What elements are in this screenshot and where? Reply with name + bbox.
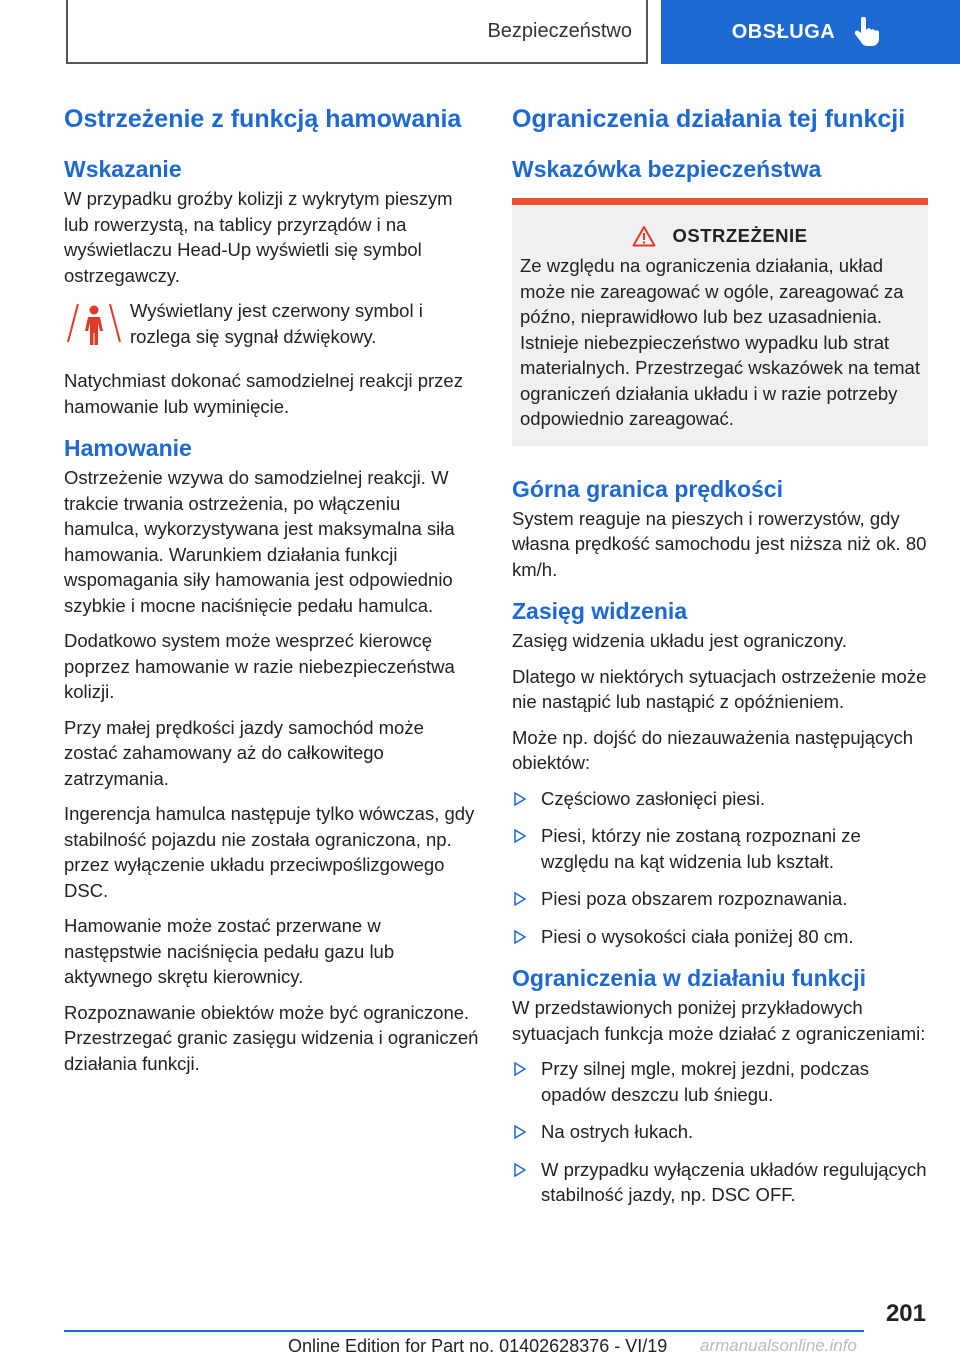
warning-title: OSTRZEŻENIE <box>672 225 808 246</box>
right-column <box>512 100 928 1220</box>
triangle-bullet-icon <box>514 829 526 843</box>
triangle-bullet-icon <box>514 1062 526 1076</box>
indication-paragraph-2: Natychmiast dokonać samodzielnej reakcji przez hamowanie lub wyminięcie. <box>64 370 463 417</box>
braking-heading: Hamowanie <box>64 435 192 461</box>
triangle-bullet-icon <box>514 892 526 906</box>
indication-section <box>64 152 480 419</box>
speed-section <box>512 472 928 583</box>
braking-section <box>64 431 480 1076</box>
triangle-bullet-icon <box>514 1125 526 1139</box>
limits-paragraph: W przedstawionych poniżej przykładowych sytuacjach funkcja może działać z ograniczeniami: <box>512 997 926 1044</box>
right-title: Ograniczenia działania tej funkcji <box>512 105 906 133</box>
left-title: Ostrzeżenie z funkcją hamowania <box>64 105 462 133</box>
list-item: Częściowo zasłonięci piesi. <box>512 786 928 812</box>
indication-heading: Wskazanie <box>64 156 182 182</box>
footer-divider <box>64 1330 864 1332</box>
symbol-description: Wyświetlany jest czerwony symbol i rozlega się sygnał dźwiękowy. <box>130 300 423 347</box>
triangle-bullet-icon <box>514 792 526 806</box>
page-number: 201 <box>885 1300 926 1327</box>
left-column <box>64 100 480 1088</box>
edition-text: Online Edition for Part no. 01402628376 - VI/19 <box>288 1336 668 1356</box>
speed-paragraph: System reaguje na pieszych i rowerzystów, gdy własna prędkość samochodu jest niższa niż ok. 80 km/h. <box>512 507 927 580</box>
braking-paragraph-1: Ostrzeżenie wzywa do samodzielnej reakcji. W trakcie trwania ostrzeżenia, po włączeniu hamulca, wykorzystywana jest maksymalna siła hamowania. Warunkiem działania funkcji wspomagania siły hamowania jest odpowiednio szybkie i mocne naciśnięcie pedału hamulca. <box>64 467 455 616</box>
range-paragraph-1: Zasięg widzenia układu jest ograniczony. <box>512 630 847 651</box>
limits-section <box>512 961 928 1208</box>
range-paragraph-2: Dlatego w niektórych sytuacjach ostrzeżenie może nie nastąpić lub nastąpić z opóźnieniem. <box>512 665 927 712</box>
pedestrian-warning-icon <box>64 298 130 354</box>
triangle-bullet-icon <box>514 930 526 944</box>
limits-heading: Ograniczenia w działaniu funkcji <box>512 965 867 991</box>
braking-paragraph-6: Rozpoznawanie obiektów może być ograniczone. Przestrzegać granic zasięgu widzenia i ograniczeń działania funkcji. <box>64 1001 479 1074</box>
list-item: Przy silnej mgle, mokrej jezdni, podczas opadów deszczu lub śniegu. <box>512 1056 928 1107</box>
list-item: W przypadku wyłączenia układów regulujących stabilność jazdy, np. DSC OFF. <box>512 1157 928 1208</box>
range-section <box>512 594 928 949</box>
braking-paragraph-5: Hamowanie może zostać przerwane w następstwie naciśnięcia pedału gazu lub aktywnego skrętu kierownicy. <box>64 915 395 987</box>
warning-box <box>512 198 928 446</box>
range-heading: Zasięg widzenia <box>512 598 688 624</box>
chapter-title: OBSŁUGA <box>731 20 836 43</box>
warning-header <box>520 225 920 247</box>
hand-pointer-icon <box>853 17 879 47</box>
range-list <box>512 786 928 950</box>
chapter-header-tab[interactable] <box>661 0 960 64</box>
indication-paragraph-1: W przypadku groźby kolizji z wykrytym pieszym lub rowerzystą, na tablicy przyrządów i na wyświetlaczu Head-Up wyświetli się symbol ostrzegawczy. <box>64 188 453 286</box>
limits-list <box>512 1056 928 1208</box>
braking-paragraph-4: Ingerencja hamulca następuje tylko wówczas, gdy stabilność pojazdu nie została ograniczona, np. przez wyłączenie układu przeciwpoślizgowego DSC. <box>64 803 475 901</box>
braking-paragraph-3: Przy małej prędkości jazdy samochód może zostać zahamowany aż do całkowitego zatrzymania. <box>64 716 424 789</box>
list-item: Na ostrych łukach. <box>512 1119 928 1145</box>
speed-heading: Górna granica prędkości <box>512 475 783 502</box>
safety-heading: Wskazówka bezpieczeństwa <box>512 156 822 182</box>
warning-triangle-icon <box>632 225 656 247</box>
symbol-row <box>64 298 480 354</box>
warning-text: Ze względu na ograniczenia działania, układ może nie zareagować w ogóle, zareagować za późno, nieprawidłowo lub bez uzasadnienia. Istnieje niebezpieczeństwo wypadku lub strat materialnych. Przestrzegać wskazówek na temat ograniczeń działania układu i w razie potrzeby odpowiednio zareagować. <box>520 255 920 429</box>
list-item: Piesi poza obszarem rozpoznawania. <box>512 886 928 912</box>
list-item: Piesi o wysokości ciała poniżej 80 cm. <box>512 924 928 950</box>
section-title: Bezpieczeństwo <box>487 19 632 42</box>
braking-paragraph-2: Dodatkowo system może wesprzeć kierowcę poprzez hamowanie w razie niebezpieczeństwa kolizji. <box>64 630 455 702</box>
range-paragraph-3: Może np. dojść do niezauważenia następujących obiektów: <box>512 726 914 773</box>
list-item: Piesi, którzy nie zostaną rozpoznani ze względu na kąt widzenia lub kształt. <box>512 823 928 874</box>
watermark: armanualsonline.info <box>700 1336 857 1355</box>
triangle-bullet-icon <box>514 1163 526 1177</box>
section-header-tab <box>66 0 648 64</box>
